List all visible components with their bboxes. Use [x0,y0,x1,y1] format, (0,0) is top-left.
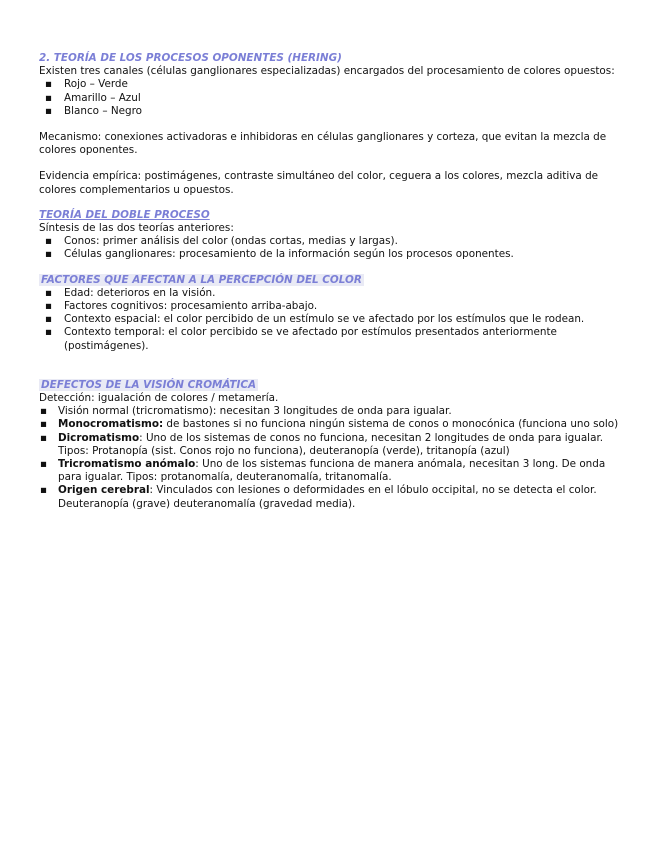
bullet-icon: ▪ [45,235,53,248]
term-tricromatismo-anomalo: Tricromatismo anómalo [58,458,196,471]
section-heading-factores: FACTORES QUE AFECTAN A LA PERCEPCIÓN DEL COLOR [41,273,362,286]
list-item: ▪ Edad: deterioros en la visión. [45,286,216,299]
section-heading-defectos: DEFECTOS DE LA VISIÓN CROMÁTICA [41,378,257,391]
paragraph-sintesis: Síntesis de las dos teorías anteriores: [39,222,234,235]
bullet-icon: ▪ [40,405,48,418]
bullet-icon: ▪ [45,286,53,299]
paragraph-evidencia: Evidencia empírica: postimágenes, contraste simultáneo del color, ceguera a los colores, mezcla aditiva de colores complementarios u opuestos. [39,170,599,196]
bullet-icon: ▪ [40,431,48,444]
term-dicromatismo: Dicromatismo [58,431,140,444]
list-item: ▪ Contexto espacial: el color percibido de un estímulo se ve afectado por los estímulos que le rodean. [45,313,585,326]
bullet-icon: ▪ [45,91,53,104]
bullet-icon: ▪ [40,458,48,471]
list-item: ▪ Amarillo – Azul [45,91,141,104]
section-heading-procesos-oponentes: 2. TEORÍA DE LOS PROCESOS OPONENTES (HERING) [39,52,342,64]
list-item: ▪ Dicromatismo: Uno de los sistemas de conos no funciona, necesitan 2 longitudes de onda para igualar. Tipos: Protanopía (sist. Conos rojo no funciona), deuteranopía (verde), tritanopía (azul) [40,431,604,457]
list-item: ▪ Blanco – Negro [45,104,143,117]
list-item: ▪ Factores cognitivos: procesamiento arriba-abajo. [45,300,318,313]
paragraph-deteccion: Detección: igualación de colores / metamería. [39,392,279,405]
document-page [39,52,619,511]
list-item: ▪ Origen cerebral: Vinculados con lesiones o deformidades en el lóbulo occipital, no se detecta el color. Deuteranopía (grave) deuteranomalía (gravedad media). [40,484,597,510]
paragraph-mecanismo: Mecanismo: conexiones activadoras e inhibidoras en células ganglionares y corteza, que evitan la mezcla de colores oponentes. [39,131,607,157]
bullet-icon: ▪ [45,78,53,91]
list-defectos [39,405,619,511]
paragraph-intro-canales: Existen tres canales (células ganglionares especializadas) encargados del procesamiento de colores opuestos: [39,65,615,78]
section-heading-doble-proceso: TEORÍA DEL DOBLE PROCESO [39,208,210,221]
list-factores [39,287,619,353]
list-item: ▪ Monocromatismo: de bastones si no funciona ningún sistema de conos o monocónica (funciona uno solo) [40,418,619,431]
list-item: ▪ Visión normal (tricromatismo): necesitan 3 longitudes de onda para igualar. [40,405,452,418]
bullet-icon: ▪ [45,313,53,326]
bullet-icon: ▪ [45,104,53,117]
bullet-icon: ▪ [40,418,48,431]
bullet-icon: ▪ [40,484,48,497]
list-item: ▪ Tricromatismo anómalo: Uno de los sistemas funciona de manera anómala, necesitan 3 long. De onda para igualar. Tipos: protanomalía, deuteranomalía, tritanomalía. [40,458,606,484]
term-origen-cerebral: Origen cerebral [58,484,150,497]
bullet-icon: ▪ [45,300,53,313]
list-item: ▪ Contexto temporal: el color percibido se ve afectado por estímulos presentados anteriormente (postimágenes). [45,326,557,352]
list-canales [39,78,619,118]
list-item: ▪ Conos: primer análisis del color (ondas cortas, medias y largas). [45,235,398,248]
list-item: ▪ Rojo – Verde [45,78,128,91]
list-doble-proceso [39,235,619,261]
bullet-icon: ▪ [45,326,53,339]
term-monocromatismo: Monocromatismo: [58,418,164,431]
bullet-icon: ▪ [45,248,53,261]
list-item: ▪ Células ganglionares: procesamiento de la información según los procesos oponentes. [45,248,514,261]
